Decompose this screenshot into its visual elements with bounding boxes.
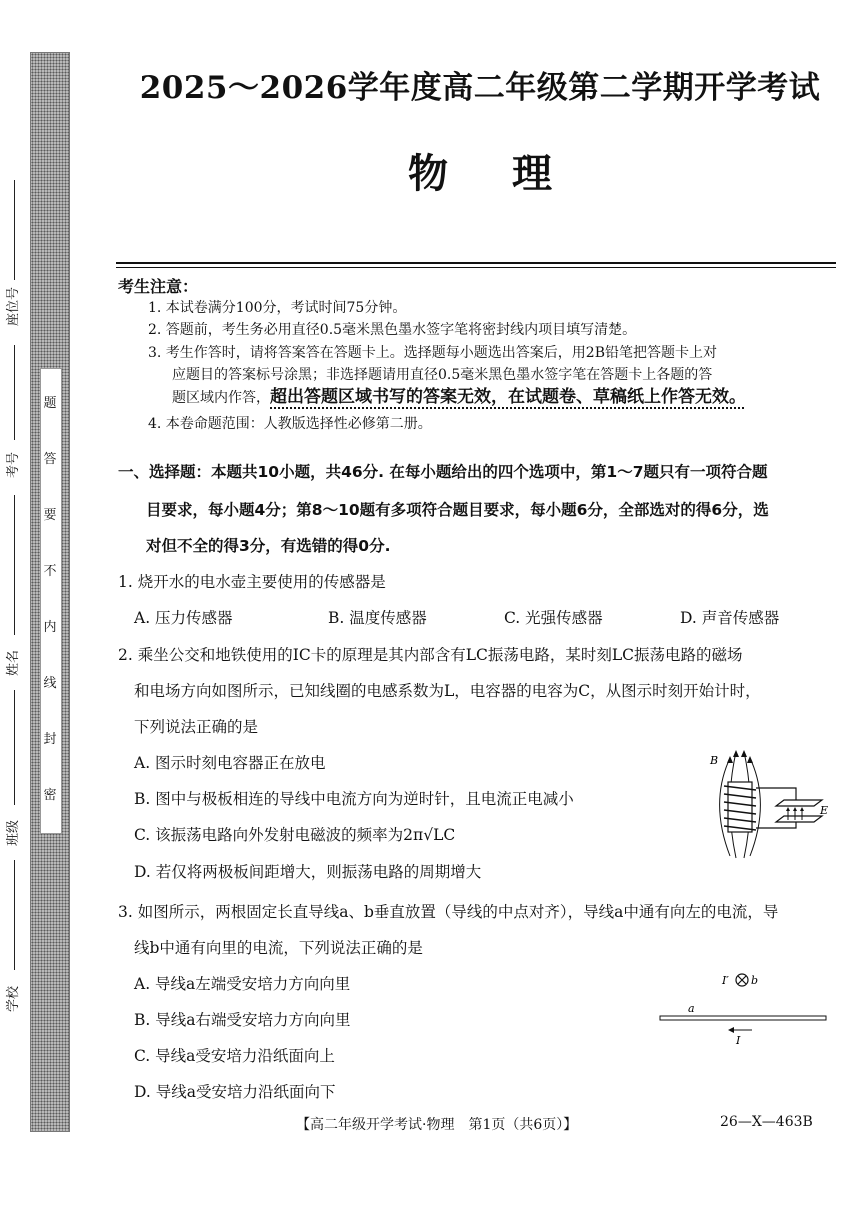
question-3-option-d: D. 导线a受安培力沿纸面向下 (134, 1083, 336, 1101)
question-2-stem: 2. 乘坐公交和地铁使用的IC卡的原理是其内部含有LC振荡电路，某时刻LC振荡电路的磁场 (118, 646, 743, 664)
exam-title: 2025～2026学年度高二年级第二学期开学考试 (139, 70, 821, 106)
question-3-option-a: A. 导线a左端受安培力方向向里 (134, 975, 351, 993)
notice-item-1: 1. 本试卷满分100分，考试时间75分钟。 (148, 300, 407, 316)
wire-b-label: b (751, 974, 759, 987)
question-2-option-b: B. 图中与极板相连的导线中电流方向为逆时针，且电流正电减小 (134, 790, 574, 808)
notice-item-3-cont: 应题目的答案标号涂黑；非选择题请用直径0.5毫米黑色墨水签字笔在答题卡上各题的答 (172, 367, 713, 383)
question-3-stem: 3. 如图所示，两根固定长直导线a、b垂直放置（导线的中点对齐），导线a中通有向左的电流，导 (118, 903, 779, 921)
seal-char: 密 (43, 788, 57, 803)
question-2-option-d: D. 若仅将两极板间距增大，则振荡电路的周期增大 (134, 863, 482, 881)
question-2-option-c: C. 该振荡电路向外发射电磁波的频率为2π√LC (134, 826, 456, 844)
question-1-stem: 1. 烧开水的电水壶主要使用的传感器是 (118, 573, 386, 591)
seal-notice-box (40, 368, 62, 834)
seal-char: 答 (43, 452, 57, 467)
current-a-label: I (736, 1034, 741, 1046)
electric-field-label: E (820, 804, 829, 817)
seal-char: 封 (43, 732, 57, 747)
seat-number-line[interactable] (14, 180, 15, 280)
question-2-stem-cont2: 下列说法正确的是 (134, 718, 259, 736)
question-1-option-a: A. 压力传感器 (134, 609, 233, 627)
header-rule-thin (116, 267, 836, 268)
question-3-stem-cont: 线b中通有向里的电流，下列说法正确的是 (134, 939, 423, 957)
two-wires-figure (656, 966, 830, 1046)
section-heading: 一、选择题：本题共10小题，共46分. 在每小题给出的四个选项中，第1～7题只有一项符合题 (118, 463, 768, 481)
notice-item-2: 2. 答题前，考生务必用直径0.5毫米黑色墨水签字笔将密封线内项目填写清楚。 (148, 322, 637, 338)
notice-emphasis: 超出答题区域书写的答案无效，在试题卷、草稿纸上作答无效。 (270, 387, 746, 407)
section-heading-cont2: 对但不全的得3分，有选错的得0分. (146, 537, 391, 555)
subject-title: 物理 (408, 150, 616, 197)
name-label: 姓名 (6, 649, 21, 676)
name-line[interactable] (14, 495, 15, 635)
school-line[interactable] (14, 860, 15, 970)
question-3-option-c: C. 导线a受安培力沿纸面向上 (134, 1047, 335, 1065)
notice-heading: 考生注意： (118, 277, 199, 296)
seal-char: 线 (43, 676, 57, 691)
question-2-option-a: A. 图示时刻电容器正在放电 (134, 754, 326, 772)
question-1-option-d: D. 声音传感器 (680, 609, 780, 627)
exam-number-line[interactable] (14, 345, 15, 440)
question-1-option-c: C. 光强传感器 (504, 609, 603, 627)
class-line[interactable] (14, 690, 15, 805)
seal-char: 题 (43, 396, 57, 411)
seal-char: 要 (43, 508, 57, 523)
seal-char: 不 (43, 564, 57, 579)
current-b-label: I′ (722, 974, 729, 987)
seal-char: 内 (43, 620, 57, 635)
question-3-option-b: B. 导线a右端受安培力方向向里 (134, 1011, 351, 1029)
school-label: 学校 (6, 985, 21, 1012)
section-heading-cont: 目要求，每小题4分；第8～10题有多项符合题目要求，每小题6分，全部选对的得6分，选 (146, 501, 769, 519)
header-rule (116, 262, 836, 264)
exam-number-label: 考号 (6, 451, 21, 478)
exam-code: 26—X—463B (720, 1114, 813, 1130)
page-footer: 【高二年级开学考试·物理 第1页（共6页）】 (296, 1117, 578, 1133)
seat-number-label: 座位号 (6, 286, 21, 326)
wire-a-label: a (688, 1002, 695, 1015)
magnetic-field-label: B (710, 754, 719, 767)
notice-item-4: 4. 本卷命题范围：人教版选择性必修第二册。 (148, 416, 432, 432)
class-label: 班级 (6, 819, 21, 846)
question-2-stem-cont: 和电场方向如图所示，已知线圈的电感系数为L，电容器的电容为C，从图示时刻开始计时， (134, 682, 761, 700)
lc-circuit-figure (700, 748, 840, 860)
question-1-option-b: B. 温度传感器 (328, 609, 427, 627)
notice-item-3: 3. 考生作答时，请将答案答在答题卡上。选择题每小题选出答案后，用2B铅笔把答题卡上对 (148, 345, 718, 361)
notice-item-3-cont2: 题区域内作答，超出答题区域书写的答案无效，在试题卷、草稿纸上作答无效。 (172, 387, 746, 407)
